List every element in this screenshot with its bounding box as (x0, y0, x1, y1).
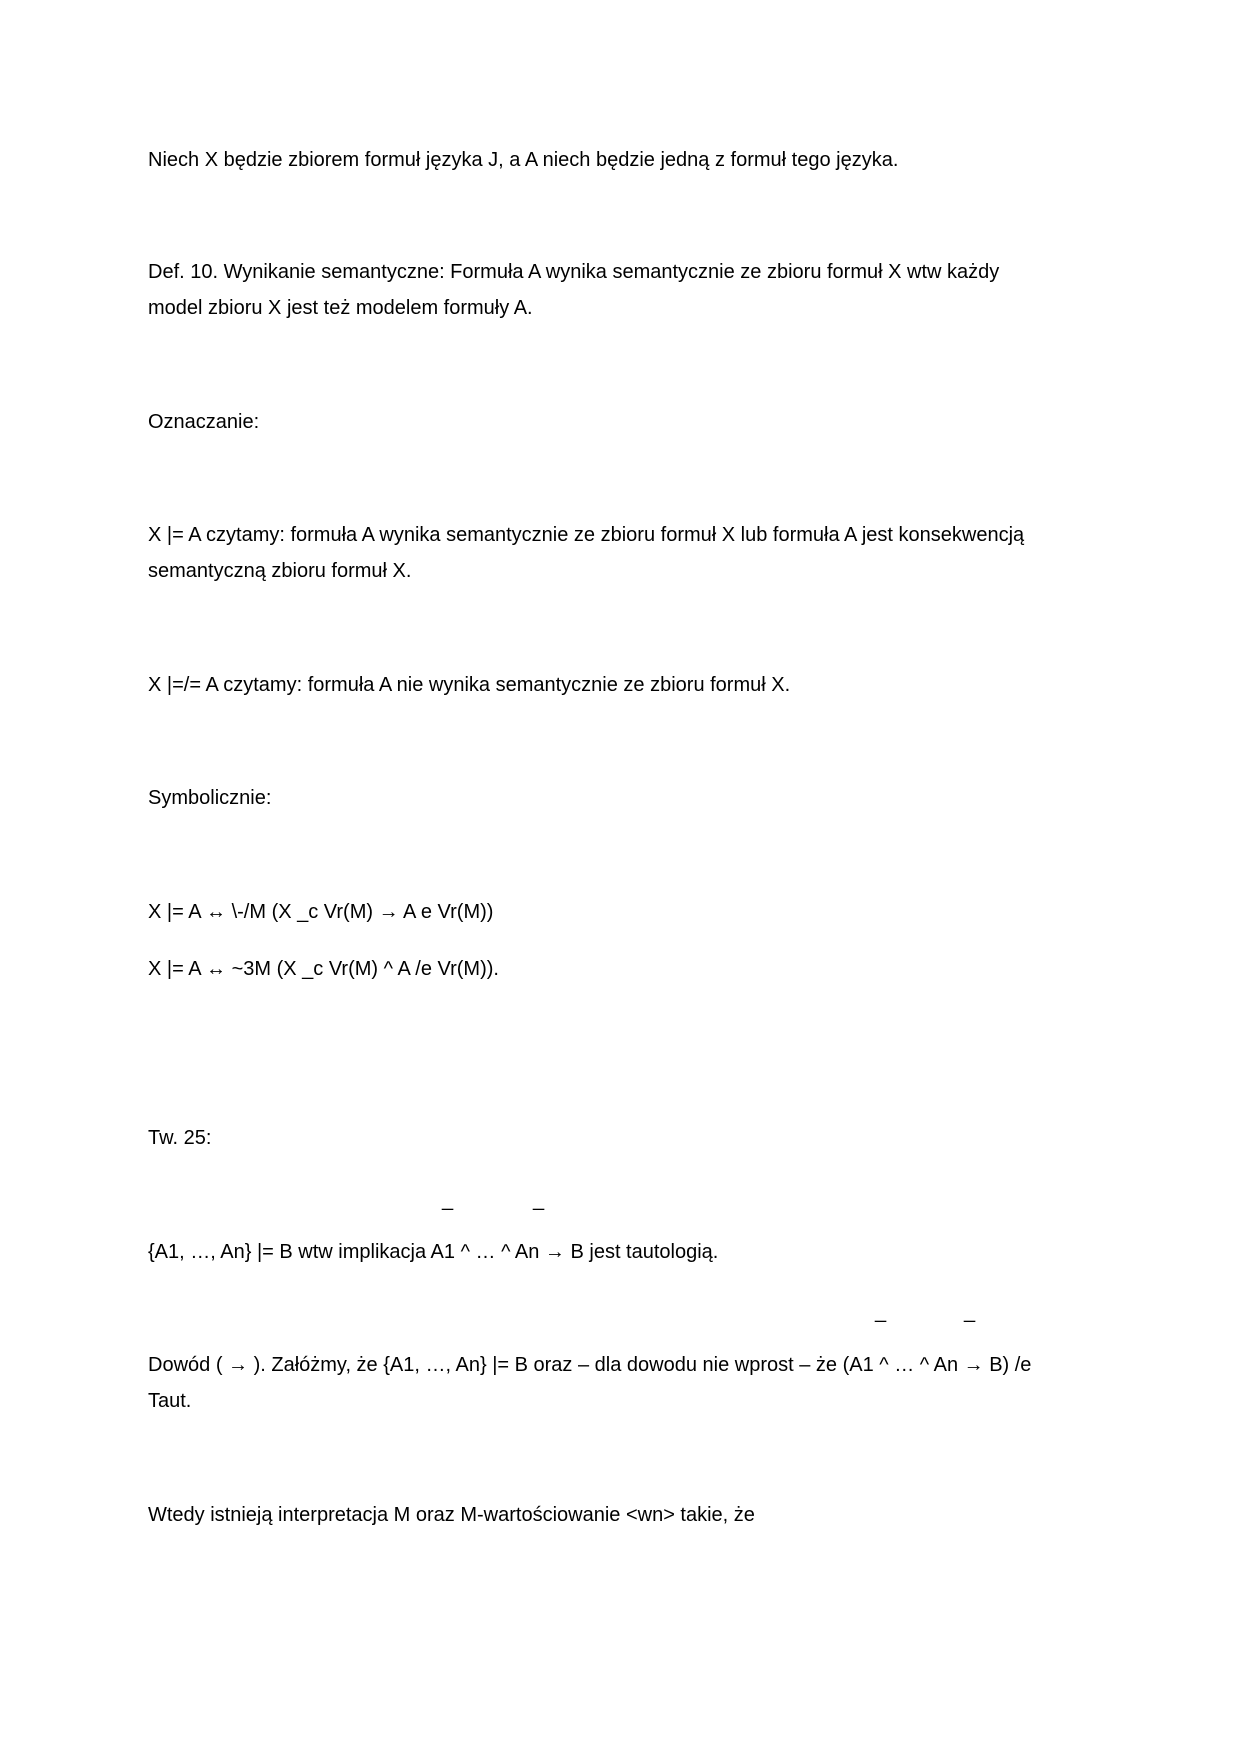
formula-universal: X |= A ↔ \-/M (X _c Vr(M) → A e Vr(M)) (148, 901, 494, 923)
notation-entails-line-2: semantyczną zbioru formuł X. (148, 560, 412, 582)
proof-line-1: Dowód ( → ). Załóżmy, że {A1, …, An} |= B oraz – dla dowodu nie wprost – że (A1 ^ … ^ An → B) /e (148, 1354, 1032, 1376)
theorem-25-statement: {A1, …, An} |= B wtw implikacja A1 ^ … ^ An → B jest tautologią. (148, 1241, 719, 1263)
theorem-25-heading: Tw. 25: (148, 1127, 212, 1149)
definition-10-line-2: model zbioru X jest też modelem formuły A. (148, 297, 533, 319)
symbolic-heading: Symbolicznie: (148, 787, 272, 809)
proof-continuation: Wtedy istnieją interpretacja M oraz M-wartościowanie <wn> takie, że (148, 1504, 755, 1526)
formula-existential: X |= A ↔ ~3M (X _c Vr(M) ^ A /e Vr(M)). (148, 958, 499, 980)
overline-mark: _ (442, 1189, 454, 1211)
notation-entails-line-1: X |= A czytamy: formuła A wynika semantycznie ze zbioru formuł X lub formuła A jest konsekwencją (148, 524, 1025, 546)
notation-heading: Oznaczanie: (148, 411, 260, 433)
definition-10-line-1: Def. 10. Wynikanie semantyczne: Formuła A wynika semantycznie ze zbioru formuł X wtw każdy (148, 261, 1000, 283)
notation-not-entails: X |=/= A czytamy: formuła A nie wynika semantycznie ze zbioru formuł X. (148, 674, 791, 696)
overline-mark: _ (533, 1189, 545, 1211)
overline-mark: _ (964, 1301, 976, 1323)
proof-line-2: Taut. (148, 1390, 192, 1412)
intro-paragraph: Niech X będzie zbiorem formuł języka J, a A niech będzie jedną z formuł tego języka. (148, 149, 899, 171)
overline-mark: _ (875, 1301, 887, 1323)
